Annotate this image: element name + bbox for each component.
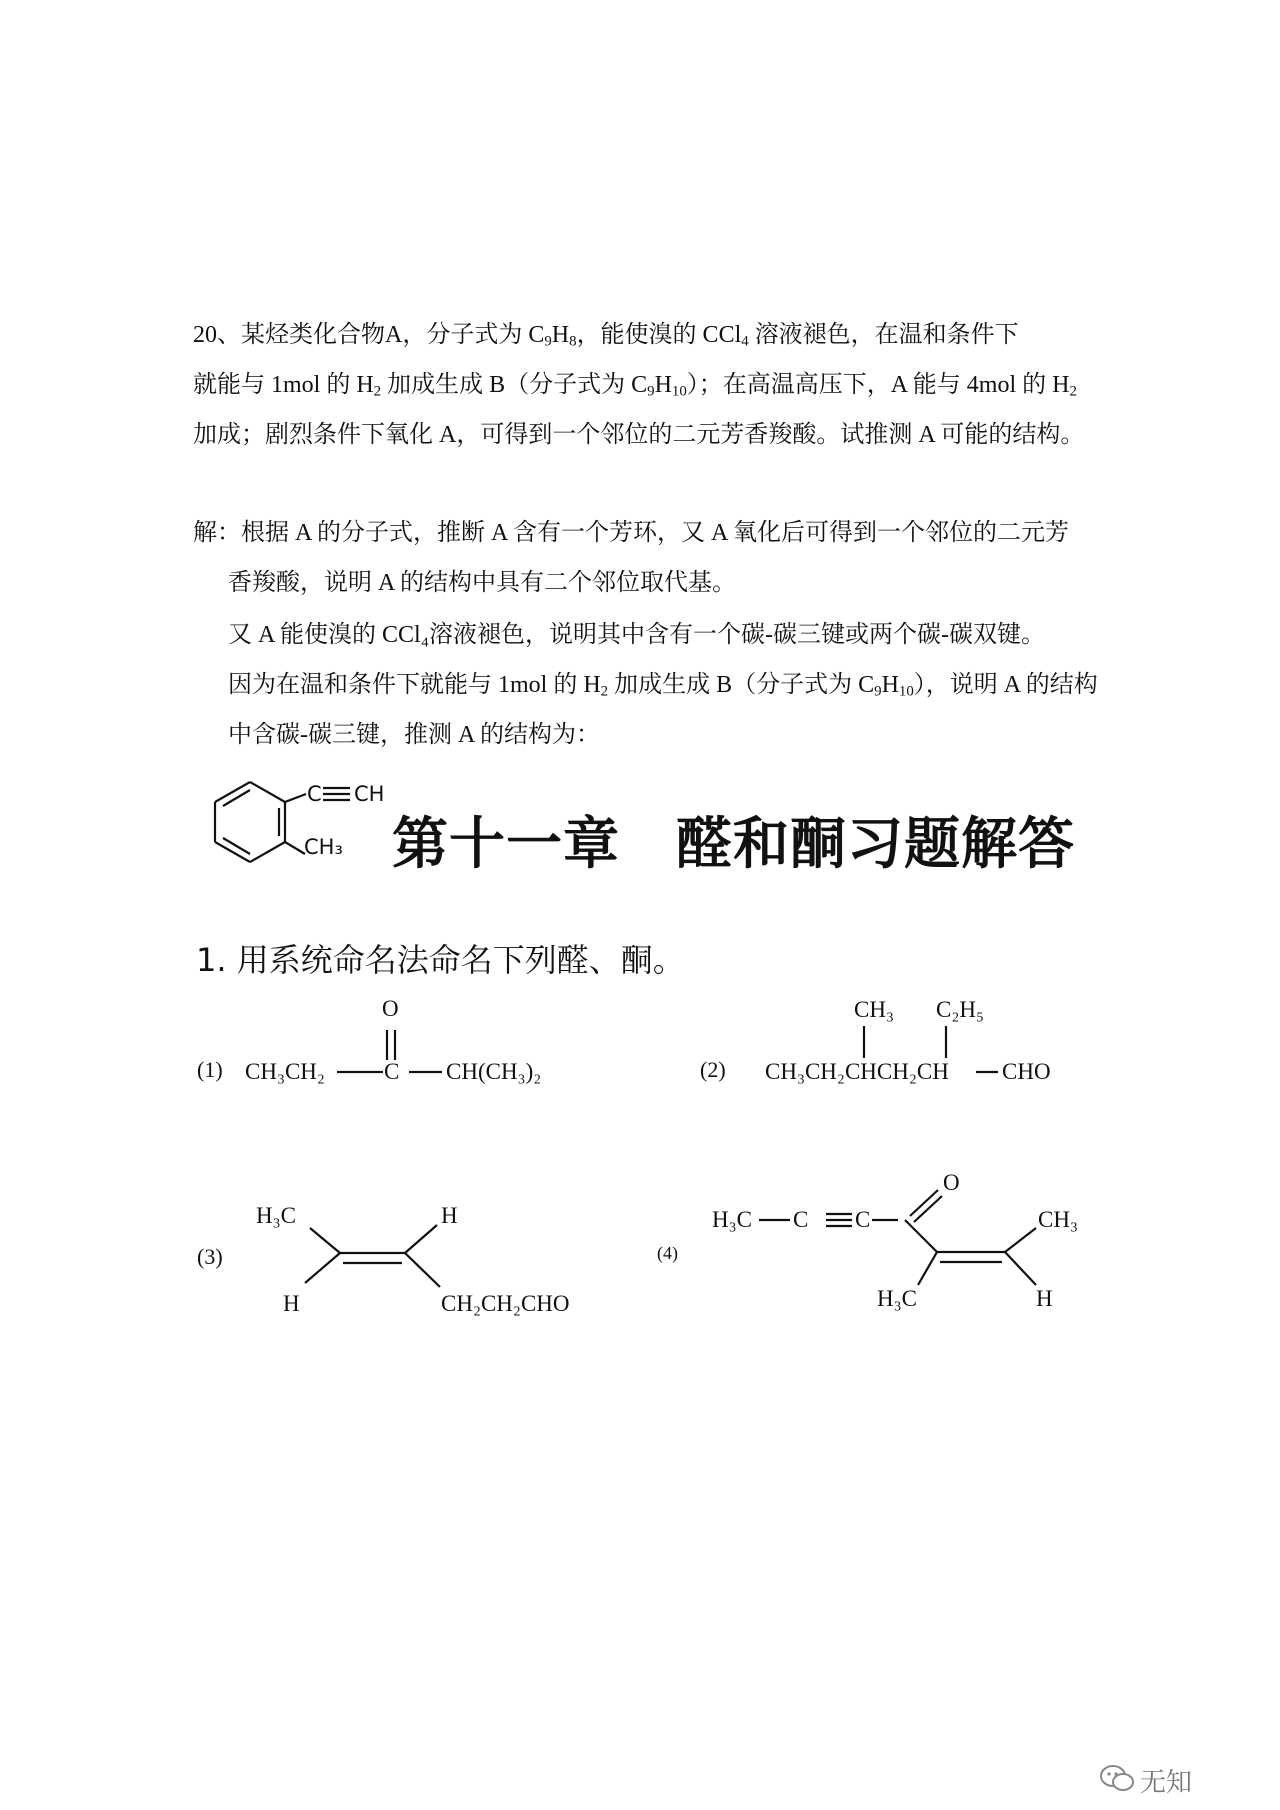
compound-3-h-bottom: H xyxy=(283,1291,300,1316)
compound-4-alkyne-carbon-2: C xyxy=(855,1207,871,1232)
compound-1-label: (1) xyxy=(197,1057,223,1082)
compound-4-methyl-right: CH₃ xyxy=(1038,1207,1078,1232)
compound-1-carbonyl-carbon: C xyxy=(384,1059,400,1084)
compound-4-h: H xyxy=(1036,1286,1053,1311)
compound-4-methyl-bottom: H₃C xyxy=(877,1286,917,1311)
compound-2-label: (2) xyxy=(700,1057,726,1082)
compound-1-left-group: CH₃CH₂ xyxy=(245,1059,325,1084)
compound-1-right-group: CH(CH₃)₂ xyxy=(446,1059,542,1084)
compound-4-alkyne-carbon-1: C xyxy=(793,1207,809,1232)
solution-paragraph-3: 因为在温和条件下就能与 1mol 的 $H_2$ 加成生成 B（分子式为 $C_9H_{10}$），说明 A 的结构中含碳-碳三键，推测 A 的结构为： xyxy=(228,672,1098,748)
structure-a-ch3-label: CH₃ xyxy=(304,835,343,859)
compound-4-methyl-left: H₃C xyxy=(712,1207,752,1232)
structure-a-c-label: C xyxy=(307,782,322,806)
benzene-ring xyxy=(215,782,285,862)
wechat-icon xyxy=(1098,1762,1136,1796)
solution-paragraph-2: 又 A 能使溴的 CCl₄溶液褪色，说明其中含有一个碳-碳三键或两个碳-碳双键。 xyxy=(228,622,1046,648)
compound-3-h-top: H xyxy=(441,1203,458,1228)
compound-1-oxygen: O xyxy=(382,996,399,1021)
compound-3-chain: CH₂CH₂CHO xyxy=(441,1291,570,1316)
compound-2-aldehyde: CHO xyxy=(1002,1059,1051,1084)
compound-2-chain: CH₃CH₂CHCH₂CH xyxy=(765,1059,949,1084)
compound-3-methyl: H₃C xyxy=(256,1203,296,1228)
compound-3-label: (3) xyxy=(197,1244,223,1269)
compound-4-label: (4) xyxy=(657,1243,678,1263)
watermark-text: 无知 xyxy=(1140,1768,1193,1798)
chapter-title: 第十一章 醛和酮习题解答 xyxy=(392,812,1075,877)
section-title: 1. 用系统命名法命名下列醛、酮。 xyxy=(196,941,685,979)
solution-paragraph-1: 解：根据 A 的分子式，推断 A 含有一个芳环，又 A 氧化后可得到一个邻位的二元芳香羧酸，说明 A 的结构中具有二个邻位取代基。 xyxy=(193,520,1070,596)
compound-2-methyl: CH₃ xyxy=(854,997,894,1022)
compound-4-oxygen: O xyxy=(943,1170,960,1195)
compound-2-ethyl: C₂H₅ xyxy=(936,997,984,1022)
problem-20-text: 20、某烃类化合物A，分子式为 $C_9H_8$，能使溴的 CCl$_4$ 溶液褪色，在温和条件下 就能与 1mol 的 $H_2$ 加成生成 B（分子式为 $C_9H_{10}$）；在高温高压下，A 能与 4mol 的 $H_2$ 加成；剧烈条件下氧化 A，可得到一个邻位的二元芳香羧酸。试推测 A 可能的结构。 xyxy=(193,322,1085,448)
structure-a-ch-label: CH xyxy=(354,782,385,806)
